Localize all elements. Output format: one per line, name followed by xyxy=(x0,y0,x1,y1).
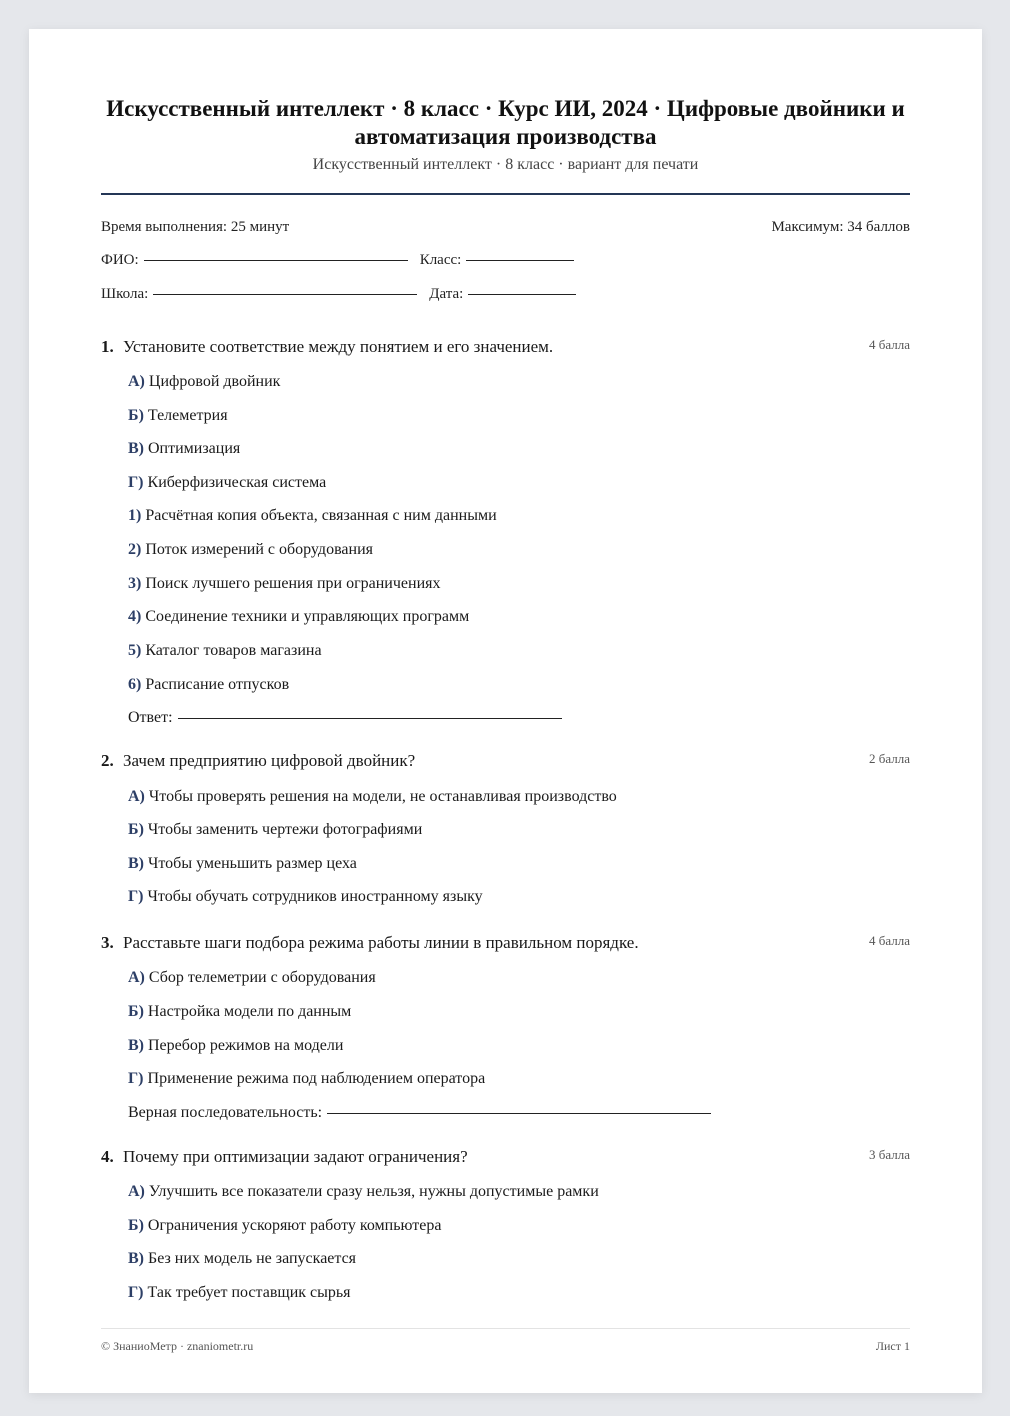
option-label: В) xyxy=(128,440,144,457)
option-label: 3) xyxy=(128,575,142,592)
match-item xyxy=(128,575,441,593)
option xyxy=(128,1284,351,1302)
worksheet-page xyxy=(29,29,982,1393)
answer-label: Верная последовательность: xyxy=(128,1104,323,1121)
date-label: Дата: xyxy=(429,286,464,302)
option-text: Соединение техники и управляющих программ xyxy=(145,608,470,625)
match-item xyxy=(128,642,322,660)
option-text: Цифровой двойник xyxy=(148,373,281,390)
option-label: Б) xyxy=(128,1003,144,1020)
option-label: 4) xyxy=(128,608,142,625)
option-text: Чтобы уменьшить размер цеха xyxy=(148,855,357,872)
option-text: Поиск лучшего решения при ограничениях xyxy=(145,575,441,592)
match-item xyxy=(128,608,469,626)
option-label: Б) xyxy=(128,407,144,424)
option-text: Телеметрия xyxy=(147,407,228,424)
option xyxy=(128,474,326,492)
question-text: Расставьте шаги подбора режима работы линии в правильном порядке. xyxy=(123,933,639,952)
question-text: Почему при оптимизации задают ограничения? xyxy=(123,1147,468,1166)
question-text: Установите соответствие между понятием и его значением. xyxy=(123,337,554,356)
option xyxy=(128,1003,351,1021)
option-text: Применение режима под наблюдением оператора xyxy=(147,1070,486,1087)
question-number: 3. xyxy=(101,933,114,952)
option xyxy=(128,821,422,839)
page-subtitle: Искусственный интеллект · 8 класс · вариант для печати xyxy=(312,156,699,173)
question-header xyxy=(101,933,910,955)
question-header xyxy=(101,337,910,359)
match-item xyxy=(128,541,373,559)
match-item xyxy=(128,676,289,694)
match-item xyxy=(128,507,497,525)
question-points: 2 балла xyxy=(869,751,910,766)
option-text: Расчётная копия объекта, связанная с ним данными xyxy=(145,507,497,524)
question-points: 3 балла xyxy=(869,1147,910,1162)
option xyxy=(128,1037,343,1055)
answer-field[interactable] xyxy=(178,717,562,719)
option xyxy=(128,1183,599,1201)
option-text: Чтобы обучать сотрудников иностранному языку xyxy=(147,888,483,905)
option-text: Расписание отпусков xyxy=(145,676,290,693)
option-text: Оптимизация xyxy=(148,440,241,457)
option xyxy=(128,1070,485,1088)
option-text: Чтобы заменить чертежи фотографиями xyxy=(147,821,423,838)
option-label: В) xyxy=(128,1037,144,1054)
question-text: Зачем предприятию цифровой двойник? xyxy=(123,751,416,770)
option-label: 1) xyxy=(128,507,142,524)
option xyxy=(128,440,240,458)
option-text: Чтобы проверять решения на модели, не останавливая производство xyxy=(148,788,617,805)
option xyxy=(128,1217,441,1235)
question-1 xyxy=(101,337,910,726)
question-3 xyxy=(101,933,910,1121)
student-fields-row-2 xyxy=(101,286,576,303)
option-label: А) xyxy=(128,788,145,805)
option-text: Поток измерений с оборудования xyxy=(145,541,373,558)
option-label: В) xyxy=(128,855,144,872)
answer-label: Ответ: xyxy=(128,709,173,726)
option-text: Ограничения ускоряют работу компьютера xyxy=(147,1217,442,1234)
page-number: Лист 1 xyxy=(875,1339,910,1353)
question-header xyxy=(101,1147,910,1169)
page-title: Искусственный интеллект · 8 класс · Курс ИИ, 2024 · Цифровые двойники и автоматизация производства xyxy=(106,96,905,149)
footer-divider xyxy=(101,1328,910,1329)
option xyxy=(128,407,228,425)
option-text: Каталог товаров магазина xyxy=(145,642,322,659)
question-points: 4 балла xyxy=(869,933,910,948)
question-4 xyxy=(101,1147,910,1301)
class-label: Класс: xyxy=(419,252,462,268)
meta-row xyxy=(101,219,910,236)
option-label: Г) xyxy=(128,1070,144,1087)
option-text: Без них модель не запускается xyxy=(148,1250,357,1267)
option-label: 2) xyxy=(128,541,142,558)
question-header xyxy=(101,751,910,773)
option-text: Улучшить все показатели сразу нельзя, нужны допустимые рамки xyxy=(148,1183,599,1200)
option xyxy=(128,888,483,906)
option-text: Настройка модели по данным xyxy=(147,1003,352,1020)
option-text: Перебор режимов на модели xyxy=(148,1037,344,1054)
option-label: Г) xyxy=(128,474,144,491)
option-label: А) xyxy=(128,969,145,986)
page-footer xyxy=(101,1339,910,1354)
question-number: 1. xyxy=(101,337,114,356)
option xyxy=(128,373,280,391)
max-score: Максимум: 34 баллов xyxy=(771,219,910,235)
option-label: В) xyxy=(128,1250,144,1267)
student-fields-row-1 xyxy=(101,252,574,269)
school-field[interactable] xyxy=(153,293,417,295)
option-label: Б) xyxy=(128,821,144,838)
option-text: Так требует поставщик сырья xyxy=(147,1284,351,1301)
class-field[interactable] xyxy=(466,259,574,261)
option-label: Г) xyxy=(128,888,144,905)
option-text: Киберфизическая система xyxy=(147,474,327,491)
answer-field[interactable] xyxy=(327,1112,711,1114)
option-label: А) xyxy=(128,1183,145,1200)
page-content xyxy=(101,29,910,1393)
option-label: Б) xyxy=(128,1217,144,1234)
fio-field[interactable] xyxy=(144,259,408,261)
option xyxy=(128,1250,356,1268)
question-number: 4. xyxy=(101,1147,114,1166)
question-number: 2. xyxy=(101,751,114,770)
answer-row xyxy=(128,709,562,727)
footer-copyright: © ЗнаниоМетр · znaniometr.ru xyxy=(101,1339,254,1353)
header-divider xyxy=(101,193,910,195)
fio-label: ФИО: xyxy=(101,252,139,268)
answer-row xyxy=(128,1104,711,1122)
date-field[interactable] xyxy=(468,293,576,295)
option-text: Сбор телеметрии с оборудования xyxy=(148,969,376,986)
question-points: 4 балла xyxy=(869,337,910,352)
question-2 xyxy=(101,751,910,905)
option-label: 5) xyxy=(128,642,142,659)
option xyxy=(128,855,357,873)
option xyxy=(128,788,617,806)
time-limit: Время выполнения: 25 минут xyxy=(101,219,290,235)
option-label: Г) xyxy=(128,1284,144,1301)
option xyxy=(128,969,376,987)
option-label: 6) xyxy=(128,676,142,693)
school-label: Школа: xyxy=(101,286,149,302)
option-label: А) xyxy=(128,373,145,390)
